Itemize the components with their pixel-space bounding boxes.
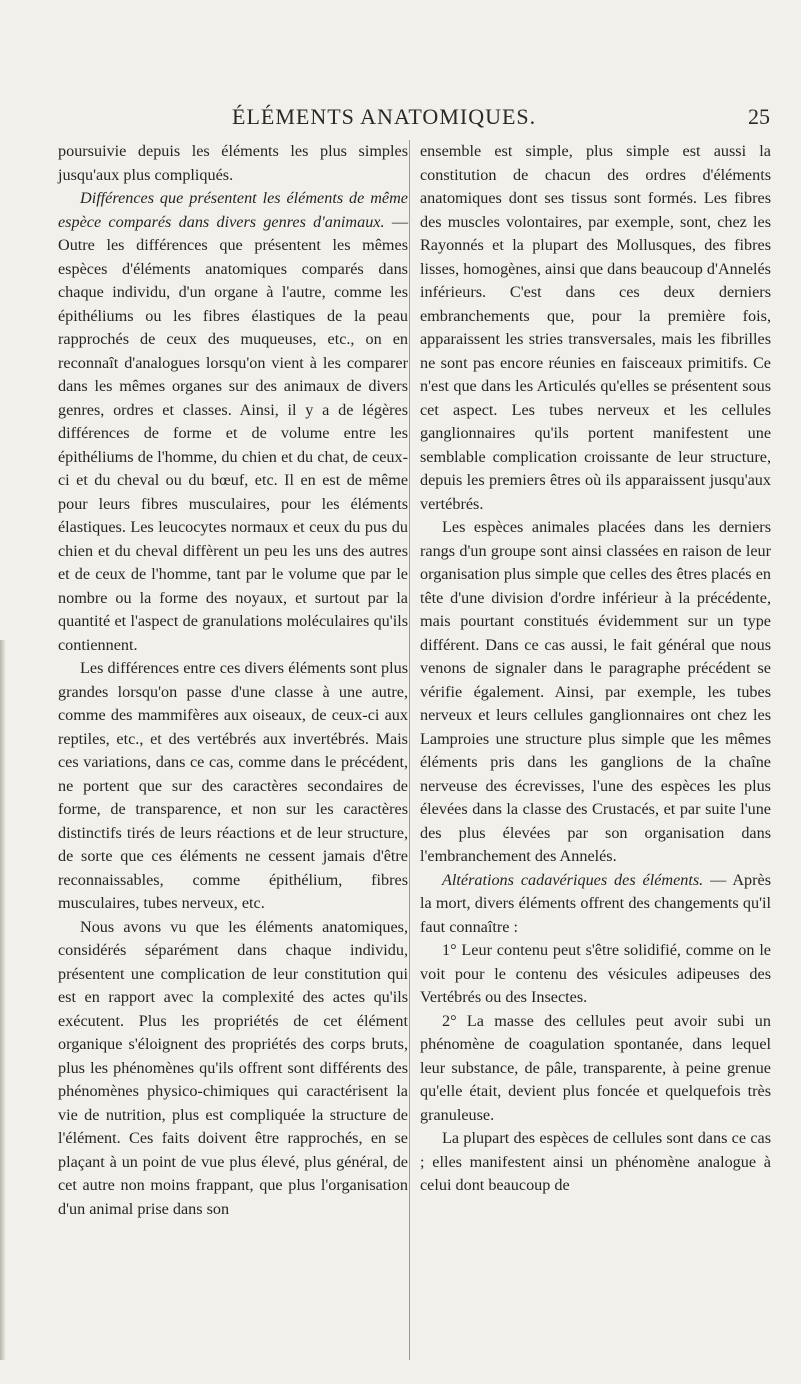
paragraph bbox=[420, 869, 771, 940]
paragraph-text: — Après la mort, divers éléments offrent des changements qu'il faut connaître : bbox=[420, 870, 771, 936]
binding-shadow bbox=[0, 640, 6, 1360]
section-heading: Altérations cadavériques des éléments. bbox=[442, 870, 704, 889]
paragraph: poursuivie depuis les éléments les plus simples jusqu'aux plus compliqués. bbox=[58, 142, 408, 184]
paragraph bbox=[58, 187, 408, 657]
paragraph: ensemble est simple, plus simple est aussi la constitution de chacun des ordres d'éléments anatomiques dont ses tissus sont formés. Les fibres des muscles volontaires, par exemple, sont, chez les Rayonnés et la plupart des Mollusques, des fibres lisses, homogènes, ainsi que dans beaucoup d'Annelés inférieurs. C'est dans ces deux derniers embranchements que, pour la première fois, apparaissent les stries transversales, mais les fibrilles ne sont pas encore réunies en faisceaux primitifs. Ce n'est que dans les Articulés qu'elles se présentent sous cet aspect. Les tubes nerveux et les cellules ganglionnaires qu'ils portent manifestent une semblable complication croissante de leur structure, depuis les premiers êtres où ils apparaissent jusqu'aux vertébrés. bbox=[420, 142, 771, 513]
paragraph: La plupart des espèces de cellules sont dans ce cas ; elles manifestent ainsi un phénomène analogue à celui dont beaucoup de bbox=[420, 1129, 771, 1194]
paragraph: Les espèces animales placées dans les derniers rangs d'un groupe sont ainsi classées en raison de leur organisation plus simple que celles des êtres placés en tête d'une division d'ordre inférieur à la précédente, mais pourtant constitués évidemment sur un type différent. Dans ce cas aussi, le fait général que nous venons de signaler dans le paragraphe précédent se vérifie également. Ainsi, par exemple, les tubes nerveux et leurs cellules ganglionnaires ont chez les Lamproies une structure plus simple que les mêmes éléments pris dans les ganglions de la chaîne nerveuse des écrevisses, l'une des espèces les plus élevées dans la classe des Crustacés, et par suite l'une des plus élevées par son organisation dans l'embranchement des Annelés. bbox=[420, 518, 771, 865]
column-divider bbox=[409, 140, 410, 1360]
paragraph: 1° Leur contenu peut s'être solidifié, comme on le voit pour le contenu des vésicules adipeuses des Vertébrés ou des Insectes. bbox=[420, 941, 771, 1006]
paragraph: Nous avons vu que les éléments anatomiques, considérés séparément dans chaque individu, présentent une complication de leur constitution qui est en rapport avec la complexité des actes qu'ils exécutent. Plus les propriétés de cet élément organique s'éloignent des propriétés des corps bruts, plus les phénomènes qu'ils offrent sont différents des phénomènes physico-chimiques qui caractérisent la vie de nutrition, plus est compliquée la structure de l'élément. Ces faits doivent être rapprochés, en se plaçant à un point de vue plus élevé, plus général, de cet autre non moins frappant, que plus l'organisation d'un animal prise dans son bbox=[58, 917, 408, 1218]
right-column bbox=[420, 140, 771, 1198]
left-column bbox=[58, 140, 408, 1221]
page-number: 25 bbox=[748, 104, 770, 129]
running-title: ÉLÉMENTS ANATOMIQUES. bbox=[232, 104, 537, 129]
page-header bbox=[0, 104, 801, 134]
paragraph: 2° La masse des cellules peut avoir subi un phénomène de coagulation spontanée, dans lequel leur substance, de pâle, transparente, à peine grenue qu'elle était, devient plus foncée et quelquefois très granuleuse. bbox=[420, 1011, 771, 1124]
paragraph-text: — Outre les différences que présentent les mêmes espèces d'éléments anatomiques comparés dans chaque individu, d'un organe à l'autre, comme les épithéliums ou les fibres élastiques de la peau rapprochés de ceux des muqueuses, etc., on en reconnaît d'analogues lorsqu'on vient à les comparer dans les mêmes organes sur des animaux de divers genres, ordres et classes. Ainsi, il y a de légères différences de forme et de volume entre les épithéliums de l'homme, du chien et du chat, de ceux-ci et du cheval ou du bœuf, etc. Il en est de même pour leurs fibres musculaires, pour les éléments élastiques. Les leucocytes normaux et ceux du pus du chien et du cheval diffèrent un peu les uns des autres et de ceux de l'homme, tant par le volume que par le nombre ou la forme des noyaux, et surtout par la quantité et l'aspect de granulations moléculaires qu'ils contiennent. bbox=[58, 212, 408, 654]
paragraph: Les différences entre ces divers éléments sont plus grandes lorsqu'on passe d'une classe à une autre, comme des mammifères aux oiseaux, de ceux-ci aux reptiles, etc., et des vertébrés aux invertébrés. Mais ces variations, dans ce cas, comme dans le précédent, ne portent que sur des caractères secondaires de forme, de transparence, et non sur les caractères distinctifs tirés de leurs réactions et de leur structure, de sorte que ces éléments ne cessent jamais d'être reconnaissables, comme épithélium, fibres musculaires, tubes nerveux, etc. bbox=[58, 659, 408, 912]
section-heading: Différences que présentent les éléments de même espèce comparés dans divers genres d'animaux. bbox=[58, 189, 408, 231]
